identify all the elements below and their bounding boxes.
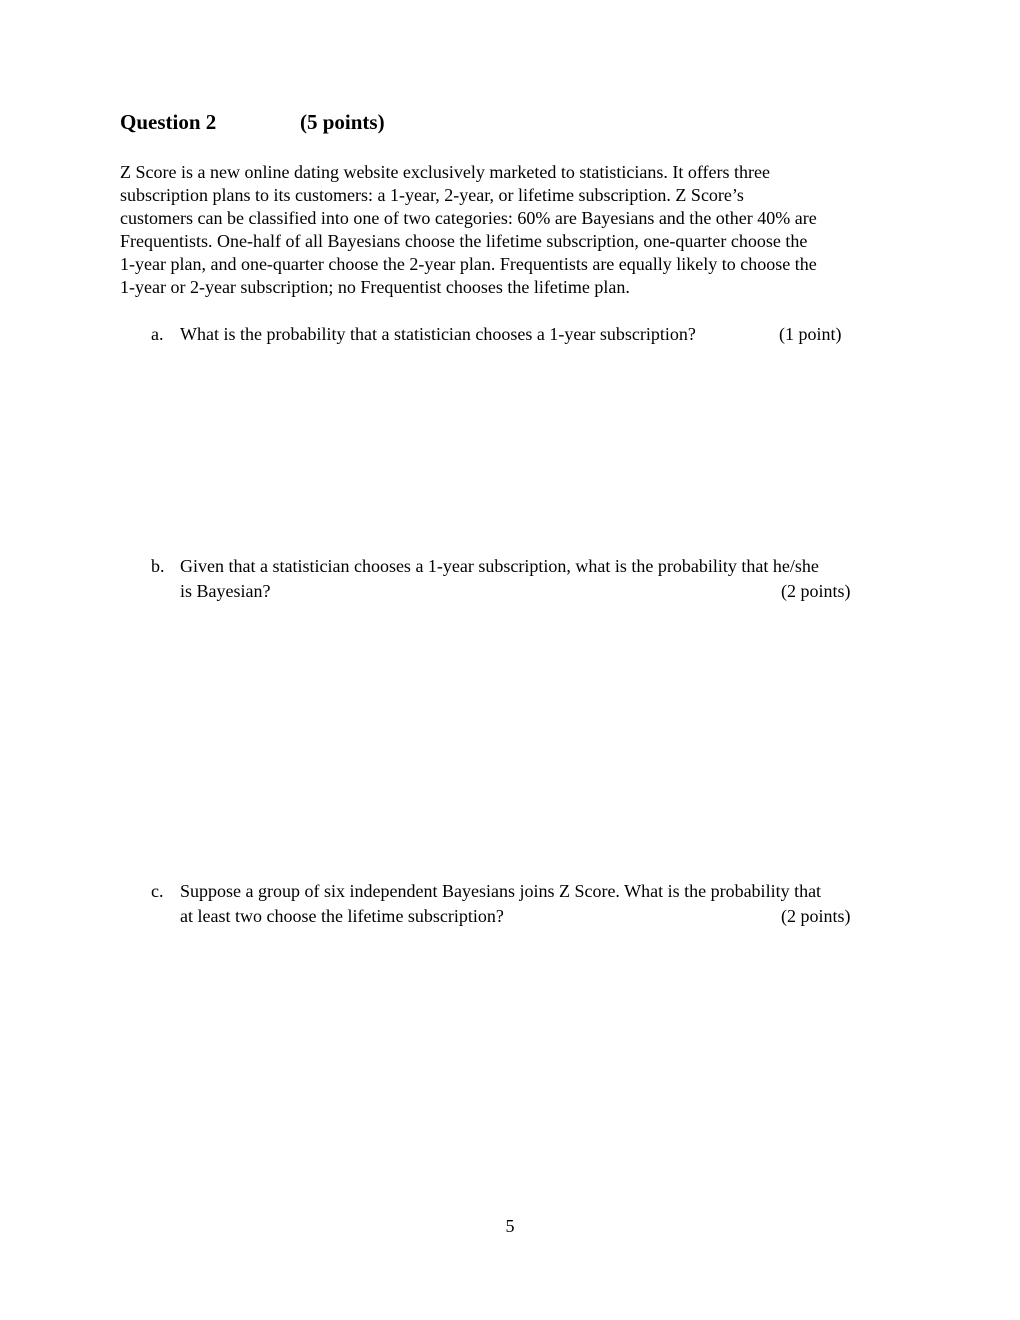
part-c-points: (2 points) bbox=[781, 906, 851, 926]
intro-line: customers can be classified into one of two categories: 60% are Bayesians and the other 40% are bbox=[120, 208, 817, 228]
part-b-line-1: Given that a statistician chooses a 1-year subscription, what is the probability that he/she bbox=[180, 556, 819, 576]
part-c-line-2: at least two choose the lifetime subscription? bbox=[180, 906, 504, 926]
intro-line: Frequentists. One-half of all Bayesians choose the lifetime subscription, one-quarter choose the bbox=[120, 231, 808, 251]
part-c-line-1: Suppose a group of six independent Bayesians joins Z Score. What is the probability that bbox=[180, 881, 822, 901]
part-a-question: What is the probability that a statistician chooses a 1-year subscription? bbox=[180, 324, 696, 344]
intro-line: 1-year or 2-year subscription; no Frequentist chooses the lifetime plan. bbox=[120, 277, 630, 297]
question-intro-paragraph bbox=[120, 161, 910, 299]
intro-line: 1-year plan, and one-quarter choose the 2-year plan. Frequentists are equally likely to choose the bbox=[120, 254, 817, 274]
part-b-text bbox=[180, 554, 920, 604]
question-title: Question 2 bbox=[120, 110, 217, 134]
part-a-text bbox=[180, 322, 920, 347]
part-b-marker: b. bbox=[151, 556, 165, 576]
question-heading bbox=[120, 109, 385, 135]
part-b-points: (2 points) bbox=[781, 581, 851, 601]
part-a-marker: a. bbox=[151, 324, 164, 344]
part-a-points: (1 point) bbox=[779, 324, 842, 344]
part-c-text bbox=[180, 879, 920, 929]
part-c-marker: c. bbox=[151, 881, 164, 901]
part-b-line-2: is Bayesian? bbox=[180, 581, 271, 601]
question-points: (5 points) bbox=[300, 110, 385, 134]
page-number: 5 bbox=[505, 1216, 515, 1236]
intro-line: subscription plans to its customers: a 1-year, 2-year, or lifetime subscription. Z Score’s bbox=[120, 185, 744, 205]
intro-line: Z Score is a new online dating website exclusively marketed to statisticians. It offers three bbox=[120, 162, 770, 182]
